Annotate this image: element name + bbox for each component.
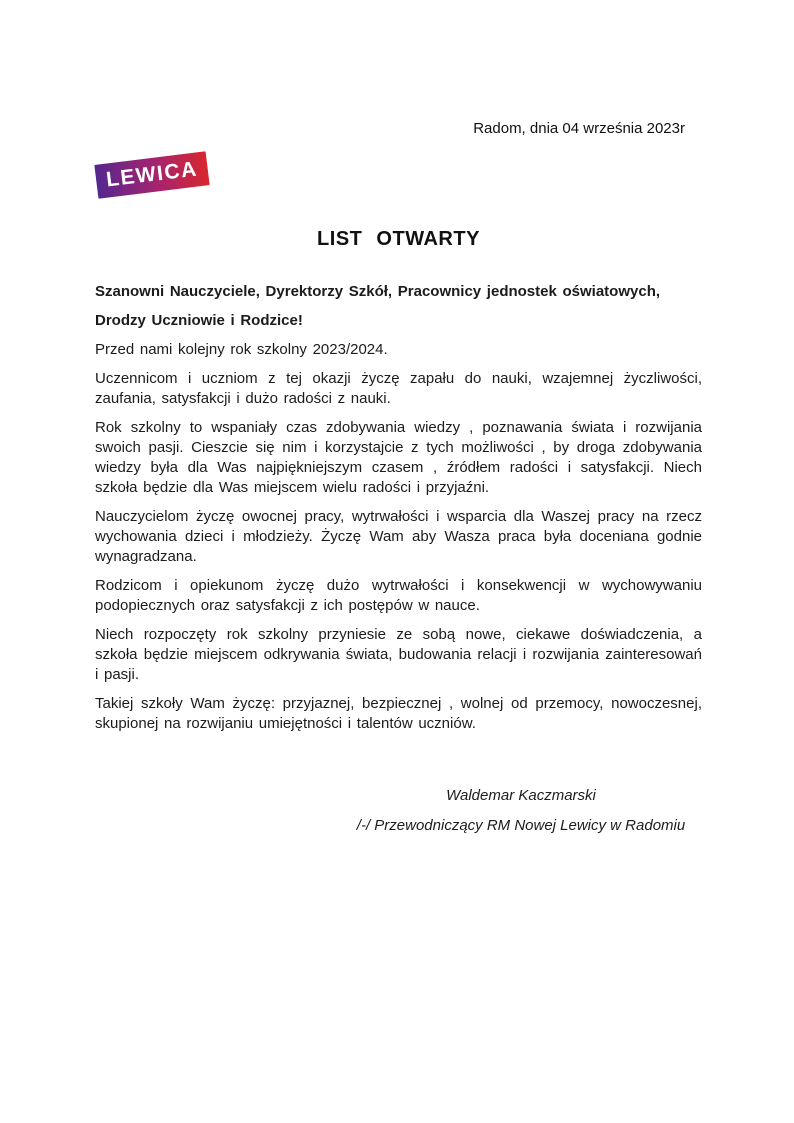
paragraph-6: Niech rozpoczęty rok szkolny przyniesie ze sobą nowe, ciekawe doświadczenia, a szkoła będzie miejscem odkrywania świata, budowania relacji i rozwijania zainteresowań i pasji. [95, 626, 702, 683]
letter-body [95, 282, 702, 743]
paragraph-4: Nauczycielom życzę owocnej pracy, wytrwałości i wsparcia dla Waszej pracy na rzecz wychowania dzieci i młodzieży. Życzę Wam aby Wasza praca była doceniana godnie wynagradzana. [95, 508, 702, 565]
date-line: Radom, dnia 04 września 2023r [473, 120, 685, 137]
paragraph-7: Takiej szkoły Wam życzę: przyjaznej, bezpiecznej , wolnej od przemocy, nowoczesnej, skupionej na rozwijaniu umiejętności i talentów uczniów. [95, 695, 702, 732]
letter-title: LIST OTWARTY [317, 228, 480, 250]
paragraph-5: Rodzicom i opiekunom życzę dużo wytrwałości i konsekwencji w wychowywaniu podopiecznych oraz satysfakcji z ich postępów w nauce. [95, 577, 702, 614]
paragraph-3: Rok szkolny to wspaniały czas zdobywania wiedzy , poznawania świata i rozwijania swoich pasji. Cieszcie się nim i korzystajcie z tych możliwości , by droga zdobywania wiedzy była dla Was najpiękniejszym czasem , źródłem radości i satysfakcji. Niech szkoła będzie dla Was miejscem wielu radości i przyjaźni. [95, 419, 702, 496]
salutation-line-2: Drodzy Uczniowie i Rodzice! [95, 312, 303, 329]
signature-role: /-/ Przewodniczący RM Nowej Lewicy w Radomiu [356, 817, 686, 834]
lewica-logo [96, 158, 216, 208]
logo-banner [94, 151, 209, 198]
signature-block [340, 786, 702, 836]
signature-name: Waldemar Kaczmarski [446, 787, 596, 804]
paragraph-2: Uczennicom i uczniom z tej okazji życzę zapału do nauki, wzajemnej życzliwości, zaufania, satysfakcji i dużo radości z nauki. [95, 370, 702, 407]
salutation-line-1: Szanowni Nauczyciele, Dyrektorzy Szkół, Pracownicy jednostek oświatowych, [95, 283, 661, 300]
logo-text: LEWICA [104, 157, 199, 192]
paragraph-1: Przed nami kolejny rok szkolny 2023/2024. [95, 341, 388, 358]
